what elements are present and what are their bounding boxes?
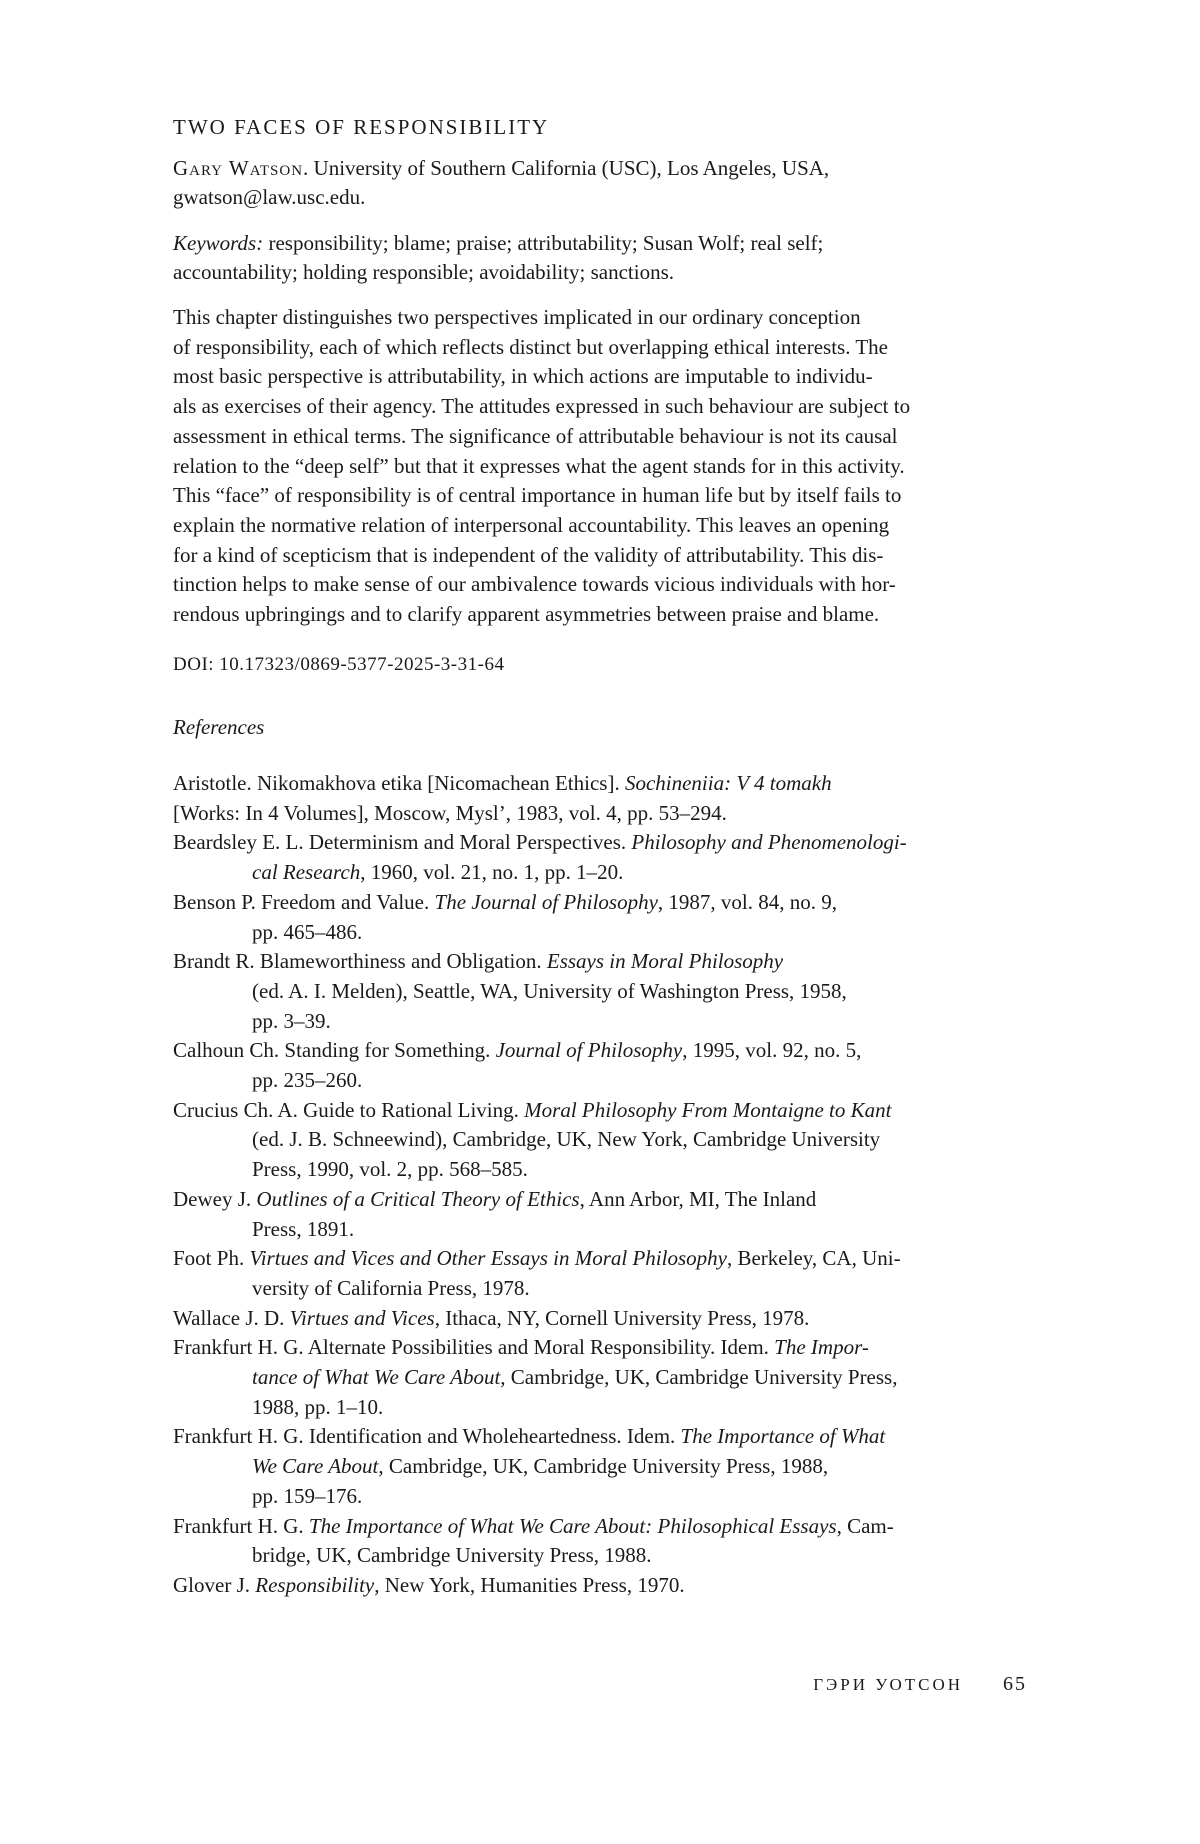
- ref-title: Journal of Philosophy: [495, 1038, 683, 1063]
- reference-aristotle: [173, 769, 1033, 828]
- ref-text: 1988, pp. 1–10.: [252, 1394, 384, 1419]
- author-name: Gary Watson: [173, 156, 304, 180]
- ref-title: The Importance of What: [680, 1424, 886, 1449]
- reference-frankfurt-identification: [173, 1422, 1033, 1511]
- ref-text: Foot Ph.: [173, 1246, 250, 1271]
- ref-text: , New York, Humanities Press, 1970.: [374, 1572, 685, 1597]
- doi: DOI: 10.17323/0869-5377-2025-3-31-64: [173, 654, 505, 675]
- abstract-line: This “face” of responsibility is of central importance in human life but by itself fails to: [173, 483, 902, 508]
- reference-brandt: [173, 947, 1033, 1036]
- abstract-line: for a kind of scepticism that is independent of the validity of attributability. This dis-: [173, 542, 884, 567]
- ref-text: Benson P. Freedom and Value.: [173, 889, 435, 914]
- ref-text: bridge, UK, Cambridge University Press, 1988.: [252, 1543, 652, 1568]
- ref-text: , Ithaca, NY, Cornell University Press, 1978.: [434, 1305, 810, 1330]
- reference-foot: [173, 1244, 1033, 1303]
- reference-wallace: [173, 1304, 1033, 1334]
- abstract-line: of responsibility, each of which reflects distinct but overlapping ethical interests. The: [173, 334, 888, 359]
- abstract-line: assessment in ethical terms. The significance of attributable behaviour is not its causal: [173, 423, 898, 448]
- ref-text: , Cambridge, UK, Cambridge University Press, 1988,: [378, 1454, 829, 1479]
- ref-text: pp. 159–176.: [252, 1483, 363, 1508]
- ref-text: versity of California Press, 1978.: [252, 1275, 530, 1300]
- reference-dewey: [173, 1185, 1033, 1244]
- ref-text: Dewey J.: [173, 1186, 257, 1211]
- ref-title: Outlines of a Critical Theory of Ethics: [256, 1186, 580, 1211]
- ref-title: Virtues and Vices and Other Essays in Moral Philosophy: [249, 1246, 727, 1271]
- abstract-line: rendous upbringings and to clarify apparent asymmetries between praise and blame.: [173, 602, 880, 627]
- ref-text: (ed. J. B. Schneewind), Cambridge, UK, New York, Cambridge University: [252, 1127, 881, 1152]
- running-head: ГЭРИ УОТСОН: [813, 1675, 963, 1694]
- author-email: gwatson@law.usc.edu.: [173, 185, 366, 209]
- keywords-label: Keywords:: [173, 231, 264, 255]
- ref-title: cal Research: [252, 860, 361, 885]
- author-block: [173, 154, 1033, 212]
- ref-text: [Works: In 4 Volumes], Moscow, Mysl’, 1983, vol. 4, pp. 53–294.: [173, 800, 727, 825]
- ref-title: The Impor-: [774, 1335, 869, 1360]
- ref-text: (ed. A. I. Melden), Seattle, WA, University of Washington Press, 1958,: [252, 978, 847, 1003]
- ref-text: Press, 1891.: [252, 1216, 355, 1241]
- ref-title: We Care About: [252, 1454, 379, 1479]
- references-heading: References: [173, 715, 265, 739]
- reference-beardsley: [173, 828, 1033, 887]
- article-title: TWO FACES OF RESPONSIBILITY: [173, 115, 550, 139]
- ref-text: , Berkeley, CA, Uni-: [726, 1246, 901, 1271]
- reference-calhoun: [173, 1036, 1033, 1095]
- abstract-line: most basic perspective is attributability, in which actions are imputable to individu-: [173, 364, 873, 389]
- ref-text: Glover J.: [173, 1572, 256, 1597]
- ref-text: pp. 3–39.: [252, 1008, 331, 1033]
- ref-title: Sochineniia: V 4 tomakh: [624, 771, 832, 795]
- reference-glover: [173, 1571, 1033, 1601]
- ref-text: , Cambridge, UK, Cambridge University Press,: [500, 1365, 898, 1390]
- abstract-line: als as exercises of their agency. The attitudes expressed in such behaviour are subject to: [173, 394, 911, 419]
- reference-frankfurt-importance: [173, 1512, 1033, 1571]
- ref-text: , 1987, vol. 84, no. 9,: [657, 889, 838, 914]
- references-list: [173, 769, 1033, 1601]
- ref-text: Beardsley E. L. Determinism and Moral Perspectives.: [173, 830, 632, 855]
- ref-title: The Journal of Philosophy: [434, 889, 658, 914]
- ref-title: The Importance of What We Care About: Philosophical Essays: [308, 1513, 837, 1538]
- ref-text: , Ann Arbor, MI, The Inland: [579, 1186, 817, 1211]
- ref-text: Frankfurt H. G. Alternate Possibilities and Moral Responsibility. Idem.: [173, 1335, 775, 1360]
- ref-title: Responsibility: [255, 1572, 375, 1597]
- abstract: [173, 303, 1033, 630]
- page-number: 65: [1003, 1673, 1027, 1695]
- ref-text: , 1960, vol. 21, no. 1, pp. 1–20.: [360, 860, 624, 885]
- ref-text: pp. 235–260.: [252, 1068, 363, 1093]
- keywords-block: [173, 229, 1033, 287]
- ref-text: Frankfurt H. G.: [173, 1513, 309, 1538]
- keywords-line-2: accountability; holding responsible; avoidability; sanctions.: [173, 260, 674, 284]
- ref-text: , Cam-: [836, 1513, 894, 1538]
- reference-frankfurt-alternate: [173, 1333, 1033, 1422]
- ref-text: Crucius Ch. A. Guide to Rational Living.: [173, 1097, 525, 1122]
- abstract-line: tinction helps to make sense of our ambivalence towards vicious individuals with hor-: [173, 572, 896, 597]
- ref-text: pp. 465–486.: [252, 919, 363, 944]
- ref-text: Brandt R. Blameworthiness and Obligation.: [173, 949, 547, 974]
- ref-title: Philosophy and Phenomenologi-: [631, 830, 907, 855]
- keywords-line-1: responsibility; blame; praise; attributability; Susan Wolf; real self;: [263, 231, 824, 255]
- ref-title: tance of What We Care About: [252, 1365, 501, 1390]
- ref-title: Moral Philosophy From Montaigne to Kant: [524, 1097, 892, 1122]
- ref-text: Wallace J. D.: [173, 1305, 290, 1330]
- ref-text: , 1995, vol. 92, no. 5,: [682, 1038, 862, 1063]
- author-affiliation: . University of Southern California (USC), Los Angeles, USA,: [303, 156, 830, 180]
- ref-title: Essays in Moral Philosophy: [546, 949, 784, 974]
- reference-benson: [173, 888, 1033, 947]
- abstract-line: explain the normative relation of interpersonal accountability. This leaves an opening: [173, 512, 890, 537]
- ref-text: Calhoun Ch. Standing for Something.: [173, 1038, 496, 1063]
- reference-crucius: [173, 1096, 1033, 1185]
- abstract-line: This chapter distinguishes two perspectives implicated in our ordinary conception: [173, 305, 861, 329]
- ref-text: Press, 1990, vol. 2, pp. 568–585.: [252, 1157, 528, 1182]
- ref-title: Virtues and Vices: [289, 1305, 435, 1330]
- ref-text: Frankfurt H. G. Identification and Wholeheartedness. Idem.: [173, 1424, 681, 1449]
- abstract-line: relation to the “deep self” but that it expresses what the agent stands for in this activity.: [173, 453, 905, 478]
- ref-text: Aristotle. Nikomakhova etika [Nicomachean Ethics].: [173, 771, 625, 795]
- page-footer: [813, 1672, 1027, 1697]
